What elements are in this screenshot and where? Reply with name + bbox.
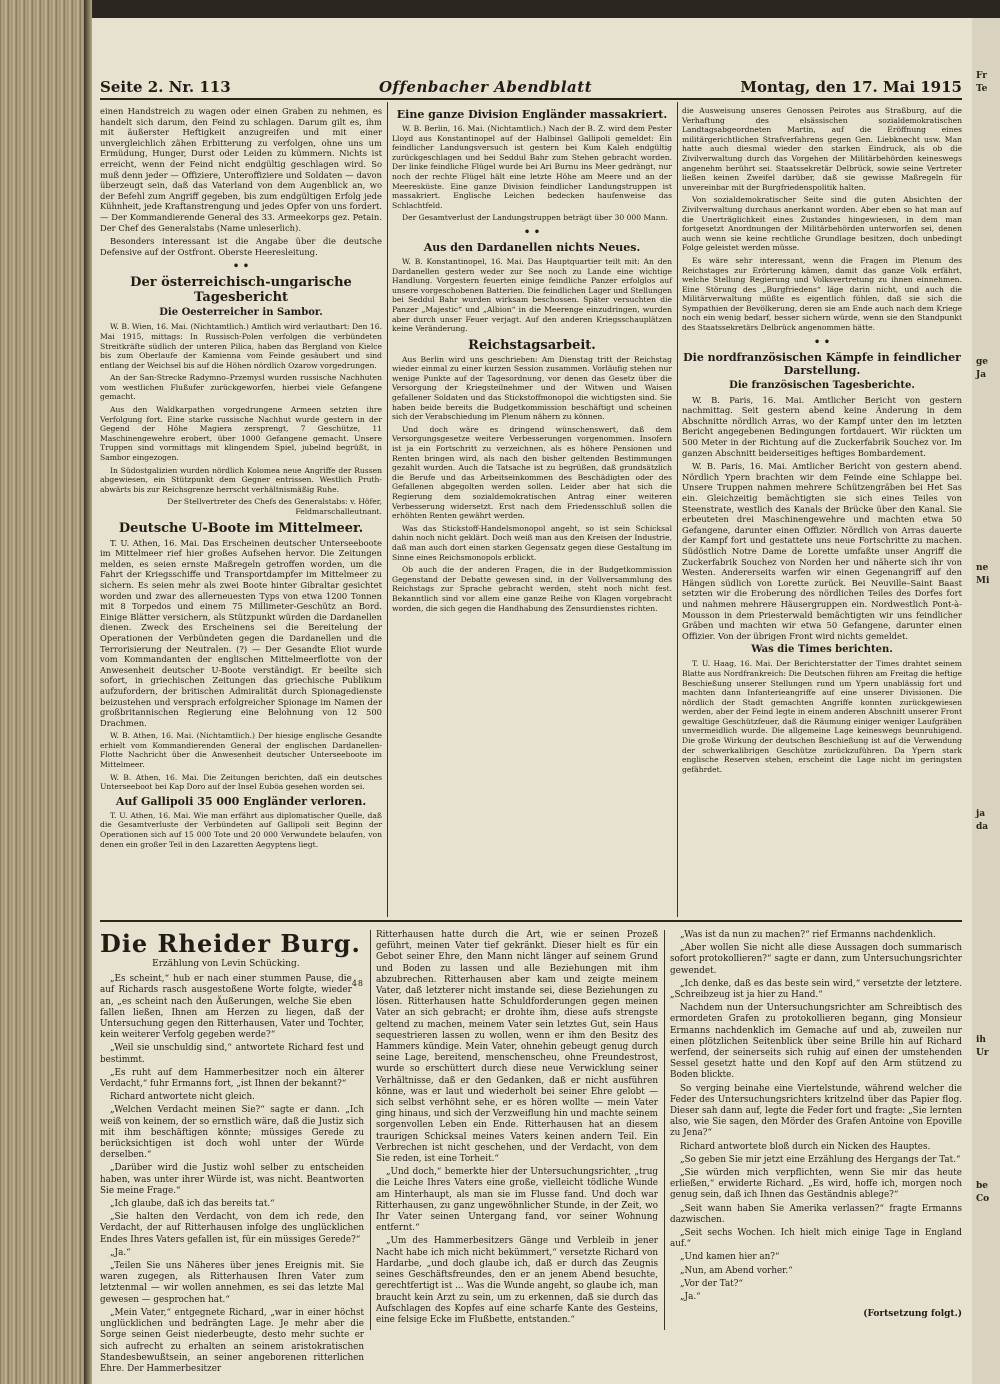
subheadline-french-reports: Die französischen Tagesberichte. — [729, 379, 915, 391]
article-text: T. U. Haag, 16. Mai. Der Berichterstatter der Times drahtet seinem Blatte aus Nordfrankreich: Die Deutschen führen am Freitag die heftige Beschießung unserer Stellungen rund um Ypern unablässig fort und machten dann Infanterieangriffe auf eine unserer Divisionen. Die nördlich der Stadt gemachten Angriffe konnten zurückgewiesen werden, aber der Feind legte in einem anderen Abschnitt unserer Front gewaltige Geschützfeuer, daß die Räumung einiger weniger Laufgräben unvermeidlich wurde. Die allgemeine Lage keineswegs beunruhigend. Die große Wirkung der deutschen Beschießung ist auf die Verwendung der schwerkalibrigen Geschütze zurückzuführen. Da Ypern stark englische Reserven stehen, erscheint die Lage nicht im geringsten gefährdet. — [682, 659, 962, 774]
subheadline-sambor: Die Oesterreicher in Sambor. — [159, 307, 323, 319]
adjacent-page-text: ne — [976, 563, 989, 573]
section-separator: • • — [523, 226, 541, 238]
story-text: „Aber wollen Sie nicht alle diese Aussagen doch summarisch sofort protokollieren?“ sagte er dann, zum Untersuchungsrichter gewendet. — [670, 943, 962, 976]
column-rule — [387, 102, 388, 917]
column-3 — [682, 106, 962, 914]
adjacent-page-text: be — [976, 1181, 989, 1191]
page-number: Seite 2. Nr. 113 — [100, 78, 231, 96]
adjacent-page-text: Co — [976, 1194, 990, 1204]
article-signature: Der Stellvertreter des Chefs des Generalstabs: v. Höfer, Feldmarschalleutnant. — [167, 497, 382, 516]
column-2 — [392, 106, 672, 914]
story-text: Richard antwortete nicht gleich. — [110, 1092, 255, 1103]
story-text: Richard antwortete bloß durch ein Nicken des Hauptes. — [680, 1141, 931, 1152]
article-text: W. B. Berlin, 16. Mai. (Nichtamtlich.) Nach der B. Z. wird dem Pester Lloyd aus Konstantinopel auf der Halbinsel Gallipoli gemeldet: Ein feindlicher Landungsversuch ist gestern bei Kum Kaleh endgültig zurückgeschlagen und bei Seddul Bahr zum Stehen gebracht worden. Der linke feindliche Flügel wurde bei Ari Burnu ins Meer gedrängt, nur noch der rechte Flügel hält eine letzte Höhe am Meere und an der Meeresküste. Eine ganze Division feindlicher Landungstruppen ist massakriert. Englische Leichen bedecken haufenweise das Schlachtfeld. — [392, 124, 672, 210]
article-text: T. U. Athen, 16. Mai. Das Erscheinen deutscher Unterseeboote im Mittelmeer rief hier großes Aufsehen hervor. Die Zeitungen melden, es seien ernste Maßregeln getroffen worden, um die Fahrt der Kriegsschiffe und Transportdampfer im Mittelmeer zu sichern. Es seien mehr als zwei Boote hinter Gibraltar gesichtet worden und zwar des allerneuesten Typs von etwa 1200 Tonnen mit 8 Torpedos und einem 75 Millimeter-Geschütz an Bord. Einige Blätter versichern, als Stützpunkt würden die Dardanellen dienen. Zweck des Erscheinens sei die Bereitelung der Operationen der Verbündeten gegen die Dardanellen und die Terrorisierung der Neutralen. (?) — Der Gesandte Eliot wurde vom Kommandanten der englischen Mittelmeerflotte von der Anwesenheit deutscher U-Boote verständigt. Er beeilte sich sofort, in griechischen Zeitungen das griechische Publikum aufzufordern, der britischen Admiralität durch Spionagedienste beizustehen und versprach erfolgreicher Spionage im Namen der großbritannischen Regierung eine Belohnung von 12 500 Drachmen. — [100, 537, 382, 728]
story-text: „Um des Hammerbesitzers Gänge und Verbleib in jener Nacht habe ich mich nicht bekümmert,“ versetzte Richard von Hardarbe, „und doch glaube ich, daß er durch das Zeugnis seines Geschäftsfreundes, den er an jenem Abend besuchte, gerechtfertigt ist ... Was die Wunde angeht, so glaube ich, man braucht kein Arzt zu sein, um zu erkennen, daß sie durch das Aufschlagen des Kopfes auf eine scharfe Kante des Gesteins, eine felsige Ecke im Flußbette, entstanden.“ — [376, 1236, 658, 1325]
story-text: „Ich glaube, daß ich das bereits tat.“ — [110, 1199, 275, 1210]
story-text: „Und kamen hier an?“ — [680, 1252, 780, 1263]
adjacent-page-text: Fr — [976, 71, 987, 81]
article-text: die Ausweisung unseres Genossen Peirotes aus Straßburg, auf die Verhaftung des elsässischen sozialdemokratischen Landtagsabgeordneten Martin, auf die Eröffnung eines militärgerichtlichen Strafverfahrens gegen Gen. Liebknecht usw. Man hatte auch diesmal wieder den starken Eindruck, als ob die Zivilverwaltung durch das Vorgehen der Militärbehörden keineswegs angenehm berührt sei. Staatssekretär Delbrück, sowie seine Vertreter ließen keinen Zweifel darüber, daß sie gewisse Maßregeln für unvereinbar mit der Burgfriedenspolitik halten. — [682, 106, 962, 192]
article-text: An der San-Strecke Radymno–Przemysl wurden russische Nachhuten vom westlichen Flußufer zurückgeworfen, hierbei viele Gefangene gemacht. — [100, 373, 382, 402]
headline-gallipoli: Auf Gallipoli 35 000 Engländer verloren. — [115, 794, 367, 808]
story-text: So verging beinahe eine Viertelstunde, während welcher die Feder des Untersuchungsrichters kritzelnd über das Papier flog. Dieser sah dann auf, legte die Feder fort und fragte: „Sie lernten also, wie Sie sagen, den Mörder des Grafen Antoine von Epoville zu Jena?“ — [670, 1083, 962, 1139]
feuilleton-section — [100, 929, 962, 1374]
headline-reichstag: Reichstagsarbeit. — [468, 337, 596, 353]
column-rule — [664, 930, 665, 1330]
article-text: W. B. Wien, 16. Mai. (Nichtamtlich.) Amtlich wird verlautbart: Den 16. Mai 1915, mittags: In Russisch-Polen verfolgen die verbündeten Streitkräfte südlich der unteren Pilica, haben das Bergland von Kielce bis zum Oberlaufe der Kamienna vom Feinde gesäubert und sind entlang der Weichsel bis auf die Höhen nördlich Ozarow vorgedrungen. — [100, 322, 382, 370]
to-be-continued: (Fortsetzung folgt.) — [863, 1309, 962, 1320]
story-text: „Weil sie unschuldig sind,“ antwortete Richard fest und bestimmt. — [100, 1043, 364, 1065]
article-text: W. B. Athen, 16. Mai. Die Zeitungen berichten, daß ein deutsches Unterseeboot bei Kap Doro auf der Insel Euböa gesehen worden sei. — [100, 772, 382, 792]
adjacent-page-text: ih — [976, 1035, 986, 1045]
story-text: Ritterhausen hatte durch die Art, wie er seinen Prozeß geführt, meinen Vater tief gekränkt. Dieser hielt es für ein Gebot seiner Ehre, den Mann nicht länger auf seinem Grund und Boden zu lassen und alle Beziehungen mit ihm abzubrechen. Ritterhausen aber kam und zeigte meinem Vater, daß letzterer nicht imstande sei, diese Beziehungen zu lösen. Ritterhausen hatte Schuldforderungen gegen meinen Vater an sich gebracht; er drohte ihm, diese aufs strengste geltend zu machen, meinem Vater sein letztes Gut, sein Haus sequestrieren lassen zu wollen, wenn er ihm den Besitz des Hammers kündige. Mein Vater, ohnehin gebeugt genug durch seine Lage, bereitend, menschenscheu, ohne Freundestrost, wurde so erschüttert durch diese neue Verwicklung seiner Verhältnisse, daß er den Gedanken, daß er nicht ausführen könne, was er laut und wiederholt bei seiner Ehre gelobt — sich selbst verhöhnt sehe, er es hören wollte — mein Vater ging hinaus, und sich der Verzweiflung hin und machte seinem sorgenvollen Leben ein Ende. Ritterhausen hat an diesem traurigen Schicksal meines Vaters keinen andern Teil. Ein Verbrechen ist nicht geschehen, und der Verdacht, von dem Sie reden, ist eine Torheit.“ — [376, 930, 658, 1165]
adjacent-page-text: ja — [976, 809, 986, 819]
feuilleton-column-3 — [670, 930, 962, 1330]
article-text: einen Handstreich zu wagen oder einen Graben zu nehmen, es handelt sich darum, den Feind zu schlagen. Darum gilt es, ihm mit äußerster Heftigkeit anzugreifen und mit einer unvergleichlich zähen Erbitterung zu verfolgen, ohne uns um Ermüdung, Hunger, Durst oder Leiden zu kümmern. Nichts ist erreicht, wenn der Feind nicht endgültig geschlagen wird. So muß denn jeder — Offiziere, Unteroffiziere und Soldaten — davon überzeugt sein, daß das Vaterland von dem Augenblick an, wo der Befehl zum Angriff gegeben, bis zum endgültigen Erfolg jede Kühnheit, jede Kraftanstrengung und jedes Opfer von uns fordert. — Der Kommandierende General des 33. Armeekorps gez. Petain. Der Chef des Generalstabs (Name unleserlich). — [100, 106, 382, 233]
article-text: Von sozialdemokratischer Seite sind die guten Absichten der Zivilverwaltung durchaus anerkannt worden. Aber eben so hat man auf die Unerträglichkeit eines Zustandes hingewiesen, in dem man fortgesetzt Anordnungen der Militärbehörden unterworfen sei, denen auch wenn sie keine rechtliche Grundlage besitzen, doch unbedingt Folge geleistet werden müsse. — [682, 195, 962, 253]
article-text: Besonders interessant ist die Angabe über die deutsche Defensive auf der Ostfront. Oberste Heeresleitung. — [100, 236, 382, 257]
adjacent-page-text: Ur — [976, 1048, 989, 1058]
article-text: W. B. Paris, 16. Mai. Amtlicher Bericht von gestern abend. Nördlich Ypern brachten wir dem Feinde eine Schlappe bei. Unsere Truppen nahmen mehrere Schützengräben bei Het Sas ein. Gleichzeitig bemächtigten sie sich eines Teiles von Steenstrate, westlich des Kanals der Brücke über den Kanal. Sie erbeuteten drei Maschinengewehre und machten etwa 50 Gefangene, darunter einen Offizier. Nördlich von Arras dauerte der Kampf fort und gestattete uns neue Fortschritte zu machen. Südöstlich Notre Dame de Lorette umfaßte unser Angriff die Zuckerfabrik Souchez von Norden her und näherte sich ihr von Westen. Andererseits warfen wir einen Gegenangriff auf den Hängen südlich von Lorette zurück. Bei Neuville–Saint Baast setzten wir die Eroberung des nördlichen Teiles des Dorfes fort und nahmen mehrere Häusergruppen ein. Nordwestlich Pont-à-Mousson in dem Priesterwald bemächtigten wir uns feindlicher Gräben und machten wir etwa 50 Gefangene, darunter einen Offizier. Von der übrigen Front wird nichts gemeldet. — [682, 461, 962, 641]
story-text: „Mein Vater,“ entgegnete Richard, „war in einer höchst unglücklichen und bedrängten Lage. Je mehr aber die Sorge seinen Geist niederbeugte, desto mehr suchte er sich aufrecht zu erhalten an seinem aristokratischen Standesbewußtsein, an seiner angeborenen ritterlichen Ehre. Der Hammerbesitzer — [100, 1307, 364, 1374]
adjacent-page-text: Te — [976, 84, 988, 94]
story-text: „Darüber wird die Justiz wohl selber zu entscheiden haben, was unter ihrer Würde ist, was nicht. Beantworten Sie meine Frage.“ — [100, 1163, 364, 1196]
article-text: Aus den Waldkarpathen vorgedrungene Armeen setzten ihre Verfolgung fort. Eine starke russische Nachhut wurde gestern in der Gegend der Höhe Magiera zersprengt, 7 Geschütze, 11 Maschinengewehre erobert, über 1000 Gefangene gemacht. Unsere Truppen sind vormittags mit klingendem Spiel, jubelnd begrüßt, in Sambor eingezogen. — [100, 405, 382, 463]
article-text: Es wäre sehr interessant, wenn die Fragen im Plenum des Reichstages zur Erörterung kämen, damit das ganze Volk erfährt, welche Stellung Regierung und Volksvertretung zu ihnen einnehmen. Eine Störung des „Burgfriedens“ läge darin nicht, und auch die Militärverwaltung müßte es eigentlich fühlen, daß sie sich die Sympathien der Bevölkerung, deren sie am Ende auch nach dem Kriege noch ein wenig bedarf, besser sichern würde, wenn sie den Standpunkt des Staatssekretärs Delbrück angenommen hätte. — [682, 255, 962, 333]
story-text: „Teilen Sie uns Näheres über jenes Ereignis mit. Sie waren zugegen, als Ritterhausen Ihren Vater zum letztenmal — wir wollen annehmen, es sei das letzte Mal gewesen — gesprochen hat.“ — [100, 1261, 364, 1305]
story-text: „Vor der Tat?“ — [680, 1278, 743, 1289]
newspaper-page — [92, 18, 972, 1384]
column-rule — [370, 930, 371, 1330]
adjacent-page-text: ge — [976, 357, 989, 367]
story-text: „So geben Sie mir jetzt eine Erzählung des Hergangs der Tat.“ — [680, 1154, 961, 1165]
column-rule — [677, 102, 678, 917]
section-separator: • • — [813, 336, 831, 348]
book-spine — [0, 0, 84, 1384]
column-1 — [100, 106, 382, 914]
adjacent-page-edge — [972, 18, 1000, 1384]
installment-number: 48 — [351, 979, 364, 988]
feuilleton-column-1 — [100, 929, 364, 1374]
section-separator: • • — [232, 261, 250, 273]
article-text: Was das Stickstoff-Handelsmonopol angeht, so ist sein Schicksal dahin noch nicht geklärt. Doch weiß man aus den Kreisen der Industrie, daß man auch dort einen starken Gegensatz gegen diese Gestaltung im Sinne eines Reichsmonopols erblickt. — [392, 523, 672, 562]
story-text: „Was ist da nun zu machen?“ rief Ermanns nachdenklich. — [680, 930, 936, 940]
story-text: „Seit sechs Wochen. Ich hielt mich einige Tage in England auf.“ — [670, 1228, 962, 1250]
article-text: W. B. Konstantinopel, 16. Mai. Das Hauptquartier teilt mit: An den Dardanellen gestern weder zur See noch zu Lande eine wichtige Handlung. Vorgestern feuerten einige feindliche Panzer erfolglos auf unsere vorgeschobenen Batterien. Die feindlichen Lager und Stellungen bei Seddul Bahr wurden wirksam beschossen. Später versuchten die Panzer „Majestic“ und „Albion“ in die Meerenge einzudringen, wurden aber durch unser Feuer verjagt. Auf den anderen Kriegsschauplätzen keine Veränderung. — [392, 256, 672, 334]
story-text: „Ich denke, daß es das beste sein wird,“ versetzte der letztere. „Schreibzeug ist ja hier zu Hand.“ — [670, 978, 962, 1001]
article-text: T. U. Athen, 16. Mai. Wie man erfährt aus diplomatischer Quelle, daß die Gesamtverluste der Verbündeten auf Gallipoli seit Beginn der Operationen sich auf 15 000 Tote und 20 000 Verwundete belaufen, von denen ein großer Teil in den Lazaretten Aegyptens liegt. — [100, 810, 382, 849]
headline-north-france: Die nordfranzösischen Kämpfe in feindlicher Darstellung. — [683, 350, 961, 377]
adjacent-page-text: Ja — [976, 370, 987, 380]
feuilleton-author: Erzählung von Levin Schücking. — [152, 959, 300, 969]
feuilleton-rule — [100, 920, 962, 922]
article-text: W. B. Paris, 16. Mai. Amtlicher Bericht von gestern nachmittag. Seit gestern abend keine Änderung in dem Abschnitte nördlich Arras, wo der Kampf unter den im letzten Bericht angegebenen Bedingungen fortdauert. Wir rückten um 500 Meter in der Richtung auf die Zuckerfabrik Souchez vor. Im ganzen Abschnitt beiderseitiges heftiges Bombardement. — [682, 394, 962, 458]
story-text: „Es scheint,“ hub er nach einer stummen Pause, die auf Richards rasch ausgestoßene Worte folgte, wieder an, „es scheint nach den Äußerungen, welche Sie eben fallen ließen, Ihnen am Herzen zu liegen, daß der Untersuchung gegen den Ritterhausen, Vater und Tochter, kein weiterer Verfolg gegeben werde?“ — [100, 974, 364, 1041]
article-text: In Südostgalizien wurden nördlich Kolomea neue Angriffe der Russen abgewiesen, ein Stützpunkt dem Gegner entrissen. Westlich Pruth-abwärts bis zur Reichsgrenze herrscht verhältnismäßig Ruhe. — [100, 465, 382, 494]
spine-shadow — [84, 0, 92, 1384]
story-text: „Sie halten den Verdacht, von dem ich rede, den Verdacht, der auf Ritterhausen infolge des unglücklichen Endes Ihres Vaters gefallen ist, für ein müssiges Gerede?“ — [100, 1212, 364, 1245]
story-text: „Sie würden mich verpflichten, wenn Sie mir das heute erließen,“ erwiderte Richard. „Es wird, hoffe ich, morgen noch genug sein, daß ich Ihnen das Geständnis ablege?“ — [670, 1168, 962, 1201]
article-text: Und doch wäre es dringend wünschenswert, daß dem Versorgungsgesetze weitere Verbesserungen vorgenommen. Insofern ist ja ein Fortschritt zu verzeichnen, als es höhere Pensionen und Renten bringen wird, als nach den bisher geltenden Bestimmungen gezahlt wurden. Auch die Tatsache ist zu begrüßen, daß grundsätzlich die Berufe und das Arbeitseinkommen des Beschädigten oder des Gefallenen abgegolten werden sollen. Leider aber hat sich die Regierung dem sozialdemokratischen Antrag einer weiteren Verbesserung widersetzt. Erst nach dem Friedensschluß sollen die erhöhten Renten gewährt werden. — [392, 424, 672, 521]
article-text: W. B. Athen, 16. Mai. (Nichtamtlich.) Der hiesige englische Gesandte erhielt vom Kommandierenden General der englischen Dardanellen-Flotte Nachricht über die Anwesenheit deutscher Unterseeboote im Mittelmeer. — [100, 731, 382, 770]
headline-austrian-report: Der österreichisch-ungarische Tagesbericht — [130, 275, 352, 306]
article-text: Ob auch die der anderen Fragen, die in der Budgetkommission Gegenstand der Debatte gewesen sind, in der Vollversammlung des Reichstags zur Sprache gebracht werden, steht noch nicht fest. Bekanntlich sind vor allem eine ganze Reihe von Klagen vorgebracht worden, die sich gegen die Handhabung des Zensurdienstes richten. — [392, 565, 672, 613]
headline-division: Eine ganze Division Engländer massakriert. — [396, 108, 668, 121]
story-text: Nachdem nun der Untersuchungsrichter am Schreibtisch des ermordeten Grafen zu protokollieren begann, ging Monsieur Ermanns nachdenklich im Gemache auf und ab, zuweilen nur einen plötzlichen Seitenblick über seine Brille hin auf Richard werfend, der seinerseits sich ruhig auf einen der umstehenden Sessel gesetzt hatte und den Kopf auf den Arm stützend zu Boden blickte. — [670, 1003, 962, 1081]
issue-date: Montag, den 17. Mai 1915 — [740, 78, 962, 96]
feuilleton-column-2 — [376, 930, 658, 1330]
article-text: Aus Berlin wird uns geschrieben: Am Dienstag tritt der Reichstag wieder einmal zu einer kurzen Session zusammen. Vorläufig stehen nur wenige Punkte auf der Tagesordnung, vor denen das Gesetz über die Versorgung der Kriegsteilnehmer und der Witwen und Waisen gefallener Soldaten und das Stickstoffmonopol die wichtigsten sind. Sie haben beide bereits die Budgetkommission beschäftigt und scheinen sich der Verabschiedung im Plenum nähern zu können. — [392, 354, 672, 422]
story-text: „Es ruht auf dem Hammerbesitzer noch ein älterer Verdacht,“ fuhr Ermanns fort, „ist Ihnen der bekannt?“ — [100, 1067, 364, 1090]
story-text: „Und doch,“ bemerkte hier der Untersuchungsrichter, „trug die Leiche Ihres Vaters eine große, vielleicht tödliche Wunde am Hinterhaupt, als man sie im Flusse fand. Und doch war Ritterhausen, zu ganz ungewöhnlicher Stunde, in der Zeit, wo Ihr Vater seinen Untergang fand, vor seiner Wohnung entfernt.“ — [376, 1167, 658, 1234]
story-text: „Welchen Verdacht meinen Sie?“ sagte er dann. „Ich weiß von keinem, der so ernstlich wäre, daß die Justiz sich mit ihm beschäftigen könnte; müssiges Gerede zu berücksichtigen ist doch wohl unter der Würde derselben.“ — [100, 1105, 364, 1161]
story-text: „Seit wann haben Sie Amerika verlassen?“ fragte Ermanns dazwischen. — [670, 1203, 962, 1225]
masthead — [100, 76, 962, 100]
feuilleton-title-text: Die Rheider Burg. — [100, 929, 361, 958]
headline-times: Was die Times berichten. — [751, 644, 893, 656]
story-text: „Ja.“ — [680, 1292, 701, 1303]
article-text: Der Gesamtverlust der Landungstruppen beträgt über 30 000 Mann. — [402, 213, 668, 223]
headline-dardanellen: Aus den Dardanellen nichts Neues. — [423, 240, 641, 254]
adjacent-page-text: Mi — [976, 576, 990, 586]
headline-u-boats: Deutsche U-Boote im Mittelmeer. — [118, 520, 364, 536]
newspaper-title: Offenbacher Abendblatt — [378, 78, 593, 96]
story-text: „Nun, am Abend vorher.“ — [680, 1265, 793, 1276]
story-text: „Ja.“ — [110, 1247, 131, 1258]
adjacent-page-text: da — [976, 822, 989, 832]
